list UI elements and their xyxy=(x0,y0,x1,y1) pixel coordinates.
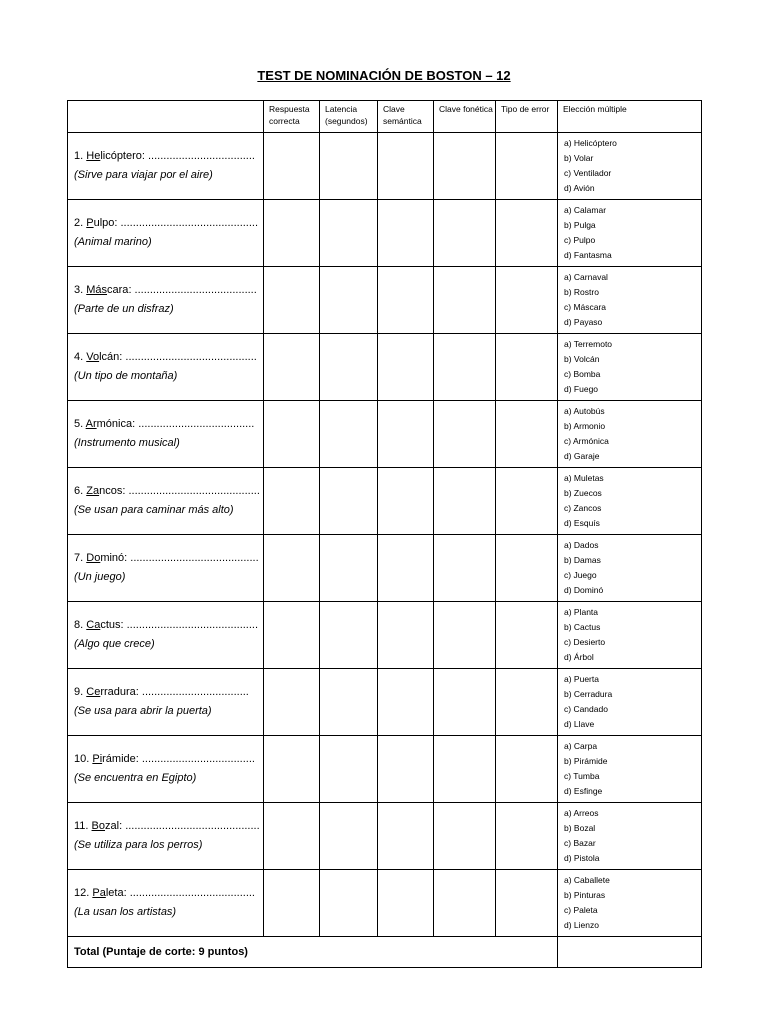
item-name-line xyxy=(74,348,263,367)
multiple-choice-option: c) Desierto xyxy=(564,637,606,647)
multiple-choice-option: a) Carpa xyxy=(564,741,598,751)
item-underlined-syllable: Bo xyxy=(91,820,106,832)
item-number: 11. xyxy=(74,820,89,832)
table-row xyxy=(68,334,702,401)
table-row xyxy=(68,401,702,468)
answer-cell-clave-semantica[interactable] xyxy=(378,669,434,736)
multiple-choice-option: d) Fantasma xyxy=(564,250,612,260)
item-name-rest: mónica xyxy=(96,418,133,430)
answer-cell-respuesta-correcta[interactable] xyxy=(264,669,320,736)
answer-cell-latencia[interactable] xyxy=(320,870,378,937)
header-eleccion-multiple: Elección múltiple xyxy=(558,101,702,133)
answer-cell-clave-semantica[interactable] xyxy=(378,803,434,870)
answer-cell-clave-fonetica[interactable] xyxy=(434,267,496,334)
item-underlined-syllable: Vo xyxy=(86,351,100,363)
answer-cell-latencia[interactable] xyxy=(320,334,378,401)
item-answer-blank: : ........................................... xyxy=(122,485,260,497)
multiple-choice-option: b) Cactus xyxy=(564,622,601,632)
multiple-choice-option: c) Máscara xyxy=(564,302,607,312)
multiple-choice-option: b) Cerradura xyxy=(564,689,613,699)
item-name-line xyxy=(74,750,263,769)
item-name-rest: leta xyxy=(105,887,124,899)
answer-cell-clave-fonetica[interactable] xyxy=(434,334,496,401)
multiple-choice-option: b) Armonio xyxy=(564,421,606,431)
answer-cell-tipo-de-error[interactable] xyxy=(496,200,558,267)
multiple-choice-option: a) Arreos xyxy=(564,808,599,818)
table-row xyxy=(68,535,702,602)
multiple-choice-option: c) Candado xyxy=(564,704,608,714)
answer-cell-latencia[interactable] xyxy=(320,535,378,602)
answer-cell-latencia[interactable] xyxy=(320,468,378,535)
item-number: 10. xyxy=(74,753,90,765)
item-answer-blank: : ........................................... xyxy=(119,351,257,363)
multiple-choice-option: b) Pinturas xyxy=(564,890,606,900)
header-item-cell xyxy=(68,101,264,133)
item-semantic-clue: (Se encuentra en Egipto) xyxy=(74,772,197,784)
multiple-choice-option: d) Payaso xyxy=(564,317,603,327)
answer-cell-clave-semantica[interactable] xyxy=(378,401,434,468)
answer-cell-clave-semantica[interactable] xyxy=(378,535,434,602)
item-underlined-syllable: Do xyxy=(86,552,101,564)
answer-cell-clave-fonetica[interactable] xyxy=(434,803,496,870)
item-name-rest: ulpo xyxy=(93,217,115,229)
multiple-choice-option: a) Dados xyxy=(564,540,599,550)
item-semantic-clue: (Se usan para caminar más alto) xyxy=(74,504,234,516)
naming-test-table xyxy=(67,100,702,968)
header-latencia: Latencia (segundos) xyxy=(320,101,378,133)
item-name-line xyxy=(74,214,263,233)
multiple-choice-option: a) Puerta xyxy=(564,674,599,684)
table-row xyxy=(68,803,702,870)
item-answer-blank: : ................................... xyxy=(135,686,249,698)
multiple-choice-option: d) Lienzo xyxy=(564,920,599,930)
multiple-choice-option: d) Llave xyxy=(564,719,595,729)
multiple-choice-cell xyxy=(558,535,702,602)
multiple-choice-option: b) Rostro xyxy=(564,287,599,297)
item-semantic-clue: (Se usa para abrir la puerta) xyxy=(74,705,212,717)
answer-cell-clave-fonetica[interactable] xyxy=(434,200,496,267)
header-row xyxy=(68,101,702,133)
multiple-choice-option: b) Volar xyxy=(564,153,594,163)
multiple-choice-option: a) Helicóptero xyxy=(564,138,617,148)
item-name-line xyxy=(74,616,263,635)
multiple-choice-cell xyxy=(558,602,702,669)
multiple-choice-cell xyxy=(558,803,702,870)
item-underlined-syllable: P xyxy=(86,217,94,229)
table-row xyxy=(68,133,702,200)
item-semantic-clue: (Algo que crece) xyxy=(74,638,155,650)
item-cell xyxy=(68,803,264,870)
item-underlined-syllable: Ce xyxy=(86,686,101,698)
answer-cell-respuesta-correcta[interactable] xyxy=(264,200,320,267)
item-cell xyxy=(68,736,264,803)
multiple-choice-cell xyxy=(558,334,702,401)
item-name-rest: minó xyxy=(100,552,125,564)
multiple-choice-option: b) Volcán xyxy=(564,354,600,364)
multiple-choice-option: c) Tumba xyxy=(564,771,600,781)
answer-cell-clave-semantica[interactable] xyxy=(378,736,434,803)
item-name-line xyxy=(74,549,263,568)
multiple-choice-option: c) Zancos xyxy=(564,503,602,513)
multiple-choice-option: a) Calamar xyxy=(564,205,607,215)
item-answer-blank: : .......................................... xyxy=(124,552,259,564)
answer-cell-clave-fonetica[interactable] xyxy=(434,602,496,669)
item-answer-blank: : ......................................... xyxy=(123,887,255,899)
document-title: TEST DE NOMINACIÓN DE BOSTON – 12 xyxy=(257,68,511,83)
multiple-choice-option: d) Pistola xyxy=(564,853,600,863)
item-semantic-clue: (Animal marino) xyxy=(74,236,152,248)
item-name-line xyxy=(74,817,263,836)
multiple-choice-option: c) Bomba xyxy=(564,369,601,379)
total-label: Total (Puntaje de corte: 9 puntos) xyxy=(68,937,558,968)
item-number: 7. xyxy=(74,552,84,564)
answer-cell-clave-semantica[interactable] xyxy=(378,468,434,535)
answer-cell-clave-fonetica[interactable] xyxy=(434,669,496,736)
item-cell xyxy=(68,133,264,200)
answer-cell-clave-fonetica[interactable] xyxy=(434,468,496,535)
answer-cell-respuesta-correcta[interactable] xyxy=(264,602,320,669)
item-number: 1. xyxy=(74,150,84,162)
item-underlined-syllable: Za xyxy=(86,485,100,497)
answer-cell-respuesta-correcta[interactable] xyxy=(264,535,320,602)
answer-cell-tipo-de-error[interactable] xyxy=(496,267,558,334)
total-row xyxy=(68,937,702,968)
item-number: 12. xyxy=(74,887,90,899)
multiple-choice-option: a) Autobús xyxy=(564,406,605,416)
answer-cell-clave-semantica[interactable] xyxy=(378,602,434,669)
answer-cell-latencia[interactable] xyxy=(320,200,378,267)
answer-cell-tipo-de-error[interactable] xyxy=(496,602,558,669)
item-name-rest: licóptero xyxy=(100,150,142,162)
item-cell xyxy=(68,602,264,669)
answer-cell-tipo-de-error[interactable] xyxy=(496,870,558,937)
item-cell xyxy=(68,468,264,535)
multiple-choice-option: d) Esfinge xyxy=(564,786,603,796)
item-name-line xyxy=(74,281,263,300)
multiple-choice-option: c) Juego xyxy=(564,570,597,580)
item-underlined-syllable: Ca xyxy=(86,619,101,631)
item-cell xyxy=(68,669,264,736)
multiple-choice-cell xyxy=(558,267,702,334)
answer-cell-tipo-de-error[interactable] xyxy=(496,334,558,401)
answer-cell-respuesta-correcta[interactable] xyxy=(264,267,320,334)
item-underlined-syllable: He xyxy=(86,150,101,162)
table-row xyxy=(68,602,702,669)
item-number: 3. xyxy=(74,284,84,296)
multiple-choice-option: d) Árbol xyxy=(564,652,594,662)
multiple-choice-option: b) Damas xyxy=(564,555,601,565)
item-answer-blank: : ................................... xyxy=(141,150,255,162)
answer-cell-tipo-de-error[interactable] xyxy=(496,803,558,870)
answer-cell-clave-fonetica[interactable] xyxy=(434,401,496,468)
item-answer-blank: : ............................................. xyxy=(114,217,259,229)
multiple-choice-option: b) Pulga xyxy=(564,220,596,230)
item-name-line xyxy=(74,415,263,434)
item-cell xyxy=(68,200,264,267)
multiple-choice-option: b) Bozal xyxy=(564,823,596,833)
item-number: 9. xyxy=(74,686,84,698)
item-name-line xyxy=(74,147,263,166)
answer-cell-latencia[interactable] xyxy=(320,133,378,200)
answer-cell-respuesta-correcta[interactable] xyxy=(264,803,320,870)
multiple-choice-option: a) Caballete xyxy=(564,875,610,885)
multiple-choice-option: c) Ventilador xyxy=(564,168,612,178)
answer-cell-clave-semantica[interactable] xyxy=(378,334,434,401)
item-cell xyxy=(68,334,264,401)
answer-cell-latencia[interactable] xyxy=(320,401,378,468)
answer-cell-clave-fonetica[interactable] xyxy=(434,535,496,602)
multiple-choice-option: a) Planta xyxy=(564,607,599,617)
multiple-choice-cell xyxy=(558,401,702,468)
item-name-rest: rradura xyxy=(100,686,136,698)
item-number: 8. xyxy=(74,619,84,631)
answer-cell-tipo-de-error[interactable] xyxy=(496,468,558,535)
answer-cell-latencia[interactable] xyxy=(320,267,378,334)
answer-cell-clave-fonetica[interactable] xyxy=(434,133,496,200)
header-clave-fonetica: Clave fonética xyxy=(434,101,496,133)
header-respuesta-correcta: Respuesta correcta xyxy=(264,101,320,133)
multiple-choice-option: a) Carnaval xyxy=(564,272,608,282)
item-answer-blank: : ........................................... xyxy=(120,619,259,631)
item-name-line xyxy=(74,482,263,501)
total-score-cell[interactable] xyxy=(558,937,702,968)
table-row xyxy=(68,736,702,803)
item-number: 4. xyxy=(74,351,84,363)
multiple-choice-option: c) Paleta xyxy=(564,905,598,915)
answer-cell-respuesta-correcta[interactable] xyxy=(264,870,320,937)
multiple-choice-option: d) Garaje xyxy=(564,451,600,461)
item-semantic-clue: (Se utiliza para los perros) xyxy=(74,839,203,851)
header-clave-semantica: Clave semántica xyxy=(378,101,434,133)
multiple-choice-cell xyxy=(558,468,702,535)
answer-cell-latencia[interactable] xyxy=(320,803,378,870)
multiple-choice-cell xyxy=(558,200,702,267)
item-underlined-syllable: Más xyxy=(86,284,108,296)
item-name-rest: lcán xyxy=(99,351,120,363)
answer-cell-clave-fonetica[interactable] xyxy=(434,736,496,803)
answer-cell-clave-semantica[interactable] xyxy=(378,870,434,937)
answer-cell-latencia[interactable] xyxy=(320,736,378,803)
answer-cell-clave-fonetica[interactable] xyxy=(434,870,496,937)
multiple-choice-option: c) Bazar xyxy=(564,838,596,848)
item-number: 2. xyxy=(74,217,84,229)
multiple-choice-option: c) Armónica xyxy=(564,436,609,446)
answer-cell-tipo-de-error[interactable] xyxy=(496,133,558,200)
answer-cell-tipo-de-error[interactable] xyxy=(496,535,558,602)
multiple-choice-cell xyxy=(558,870,702,937)
item-number: 6. xyxy=(74,485,84,497)
item-semantic-clue: (La usan los artistas) xyxy=(74,906,177,918)
item-name-rest: zal xyxy=(105,820,120,832)
answer-cell-respuesta-correcta[interactable] xyxy=(264,468,320,535)
item-number: 5. xyxy=(74,418,84,430)
item-name-rest: ctus xyxy=(100,619,121,631)
answer-cell-respuesta-correcta[interactable] xyxy=(264,133,320,200)
table-row xyxy=(68,267,702,334)
item-semantic-clue: (Parte de un disfraz) xyxy=(74,303,174,315)
table-row xyxy=(68,669,702,736)
answer-cell-tipo-de-error[interactable] xyxy=(496,736,558,803)
multiple-choice-option: d) Esquís xyxy=(564,518,600,528)
item-answer-blank: : ........................................ xyxy=(128,284,257,296)
item-cell xyxy=(68,870,264,937)
multiple-choice-option: a) Terremoto xyxy=(564,339,613,349)
answer-cell-latencia[interactable] xyxy=(320,602,378,669)
item-answer-blank: : ..................................... xyxy=(135,753,255,765)
item-name-line xyxy=(74,884,263,903)
multiple-choice-cell xyxy=(558,669,702,736)
item-semantic-clue: (Un juego) xyxy=(74,571,126,583)
item-name-line xyxy=(74,683,263,702)
answer-cell-respuesta-correcta[interactable] xyxy=(264,334,320,401)
item-underlined-syllable: Pa xyxy=(92,887,106,899)
multiple-choice-option: d) Fuego xyxy=(564,384,599,394)
item-semantic-clue: (Instrumento musical) xyxy=(74,437,180,449)
multiple-choice-option: b) Pirámide xyxy=(564,756,608,766)
answer-cell-clave-semantica[interactable] xyxy=(378,133,434,200)
answer-cell-clave-semantica[interactable] xyxy=(378,200,434,267)
item-cell xyxy=(68,267,264,334)
item-underlined-syllable: Pi xyxy=(92,753,103,765)
item-name-rest: rámide xyxy=(102,753,136,765)
answer-cell-respuesta-correcta[interactable] xyxy=(264,401,320,468)
item-name-rest: cara xyxy=(107,284,129,296)
item-cell xyxy=(68,401,264,468)
header-tipo-de-error: Tipo de error xyxy=(496,101,558,133)
item-semantic-clue: (Sirve para viajar por el aire) xyxy=(74,169,213,181)
multiple-choice-option: d) Avión xyxy=(564,183,595,193)
item-underlined-syllable: Ar xyxy=(85,418,97,430)
answer-cell-tipo-de-error[interactable] xyxy=(496,669,558,736)
item-name-rest: ncos xyxy=(99,485,123,497)
multiple-choice-option: c) Pulpo xyxy=(564,235,596,245)
multiple-choice-option: a) Muletas xyxy=(564,473,604,483)
item-answer-blank: : ............................................ xyxy=(119,820,260,832)
answer-cell-tipo-de-error[interactable] xyxy=(496,401,558,468)
item-cell xyxy=(68,535,264,602)
multiple-choice-option: d) Dominó xyxy=(564,585,604,595)
answer-cell-clave-semantica[interactable] xyxy=(378,267,434,334)
answer-cell-respuesta-correcta[interactable] xyxy=(264,736,320,803)
table-row xyxy=(68,200,702,267)
multiple-choice-cell xyxy=(558,133,702,200)
item-answer-blank: : ...................................... xyxy=(132,418,255,430)
multiple-choice-cell xyxy=(558,736,702,803)
table-row xyxy=(68,870,702,937)
answer-cell-latencia[interactable] xyxy=(320,669,378,736)
item-semantic-clue: (Un tipo de montaña) xyxy=(74,370,178,382)
table-row xyxy=(68,468,702,535)
multiple-choice-option: b) Zuecos xyxy=(564,488,602,498)
